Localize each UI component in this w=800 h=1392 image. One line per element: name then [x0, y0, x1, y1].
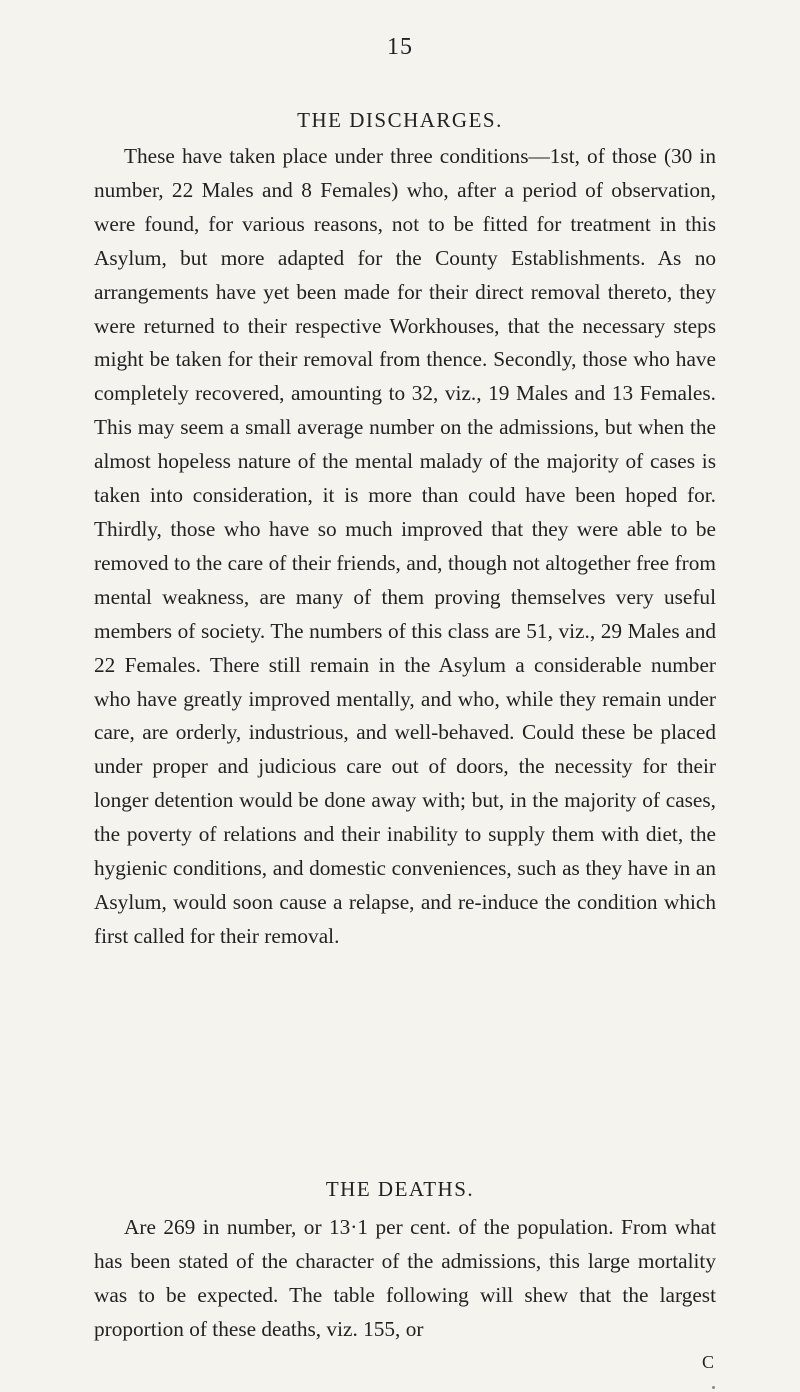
deaths-heading: THE DEATHS. — [325, 1177, 475, 1201]
page-number: 15 — [387, 34, 413, 60]
deaths-paragraph: Are 269 in number, or 13·1 per cent. of the population. From what has been stated of the character of the admissions, this large mortality was to be expected. The table following will shew that the largest proportion of these deaths, viz. 155, or — [94, 1215, 716, 1341]
discharges-heading: THE DISCHARGES. — [297, 108, 503, 132]
catchword: C — [702, 1352, 715, 1372]
discharges-paragraph: These have taken place under three conditions—1st, of those (30 in number, 22 Males and 8 Females) who, after a period of observation, were found, for various reasons, not to be fitted for treatment in this Asylum, but more adapted for the County Establishments. As no arrangements have yet been made for their direct removal thereto, they were returned to their respective Workhouses, that the necessary steps might be taken for their removal from thence. Secondly, those who have completely recovered, amounting to 32, viz., 19 Males and 13 Females. This may seem a small average number on the admissions, but when the almost hopeless nature of the mental malady of the majority of cases is taken into consideration, it is more than could have been hoped for. Thirdly, those who have so much improved that they were able to be removed to the care of their friends, and, though not altogether free from mental weakness, are many of them proving themselves very useful members of society. The numbers of this class are 51, viz., 29 Males and 22 Females. There still remain in the Asylum a considerable number who have greatly improved mentally, and who, while they remain under care, are orderly, industrious, and well-behaved. Could these be placed under proper and judicious care out of doors, the necessity for their longer detention would be done away with; but, in the majority of cases, the poverty of relations and their inability to supply them with diet, the hygienic conditions, and domestic conveniences, such as they have in an Asylum, would soon cause a relapse, and re-induce the condition which first called for their removal. — [94, 144, 716, 948]
paper-speck — [712, 1386, 715, 1389]
